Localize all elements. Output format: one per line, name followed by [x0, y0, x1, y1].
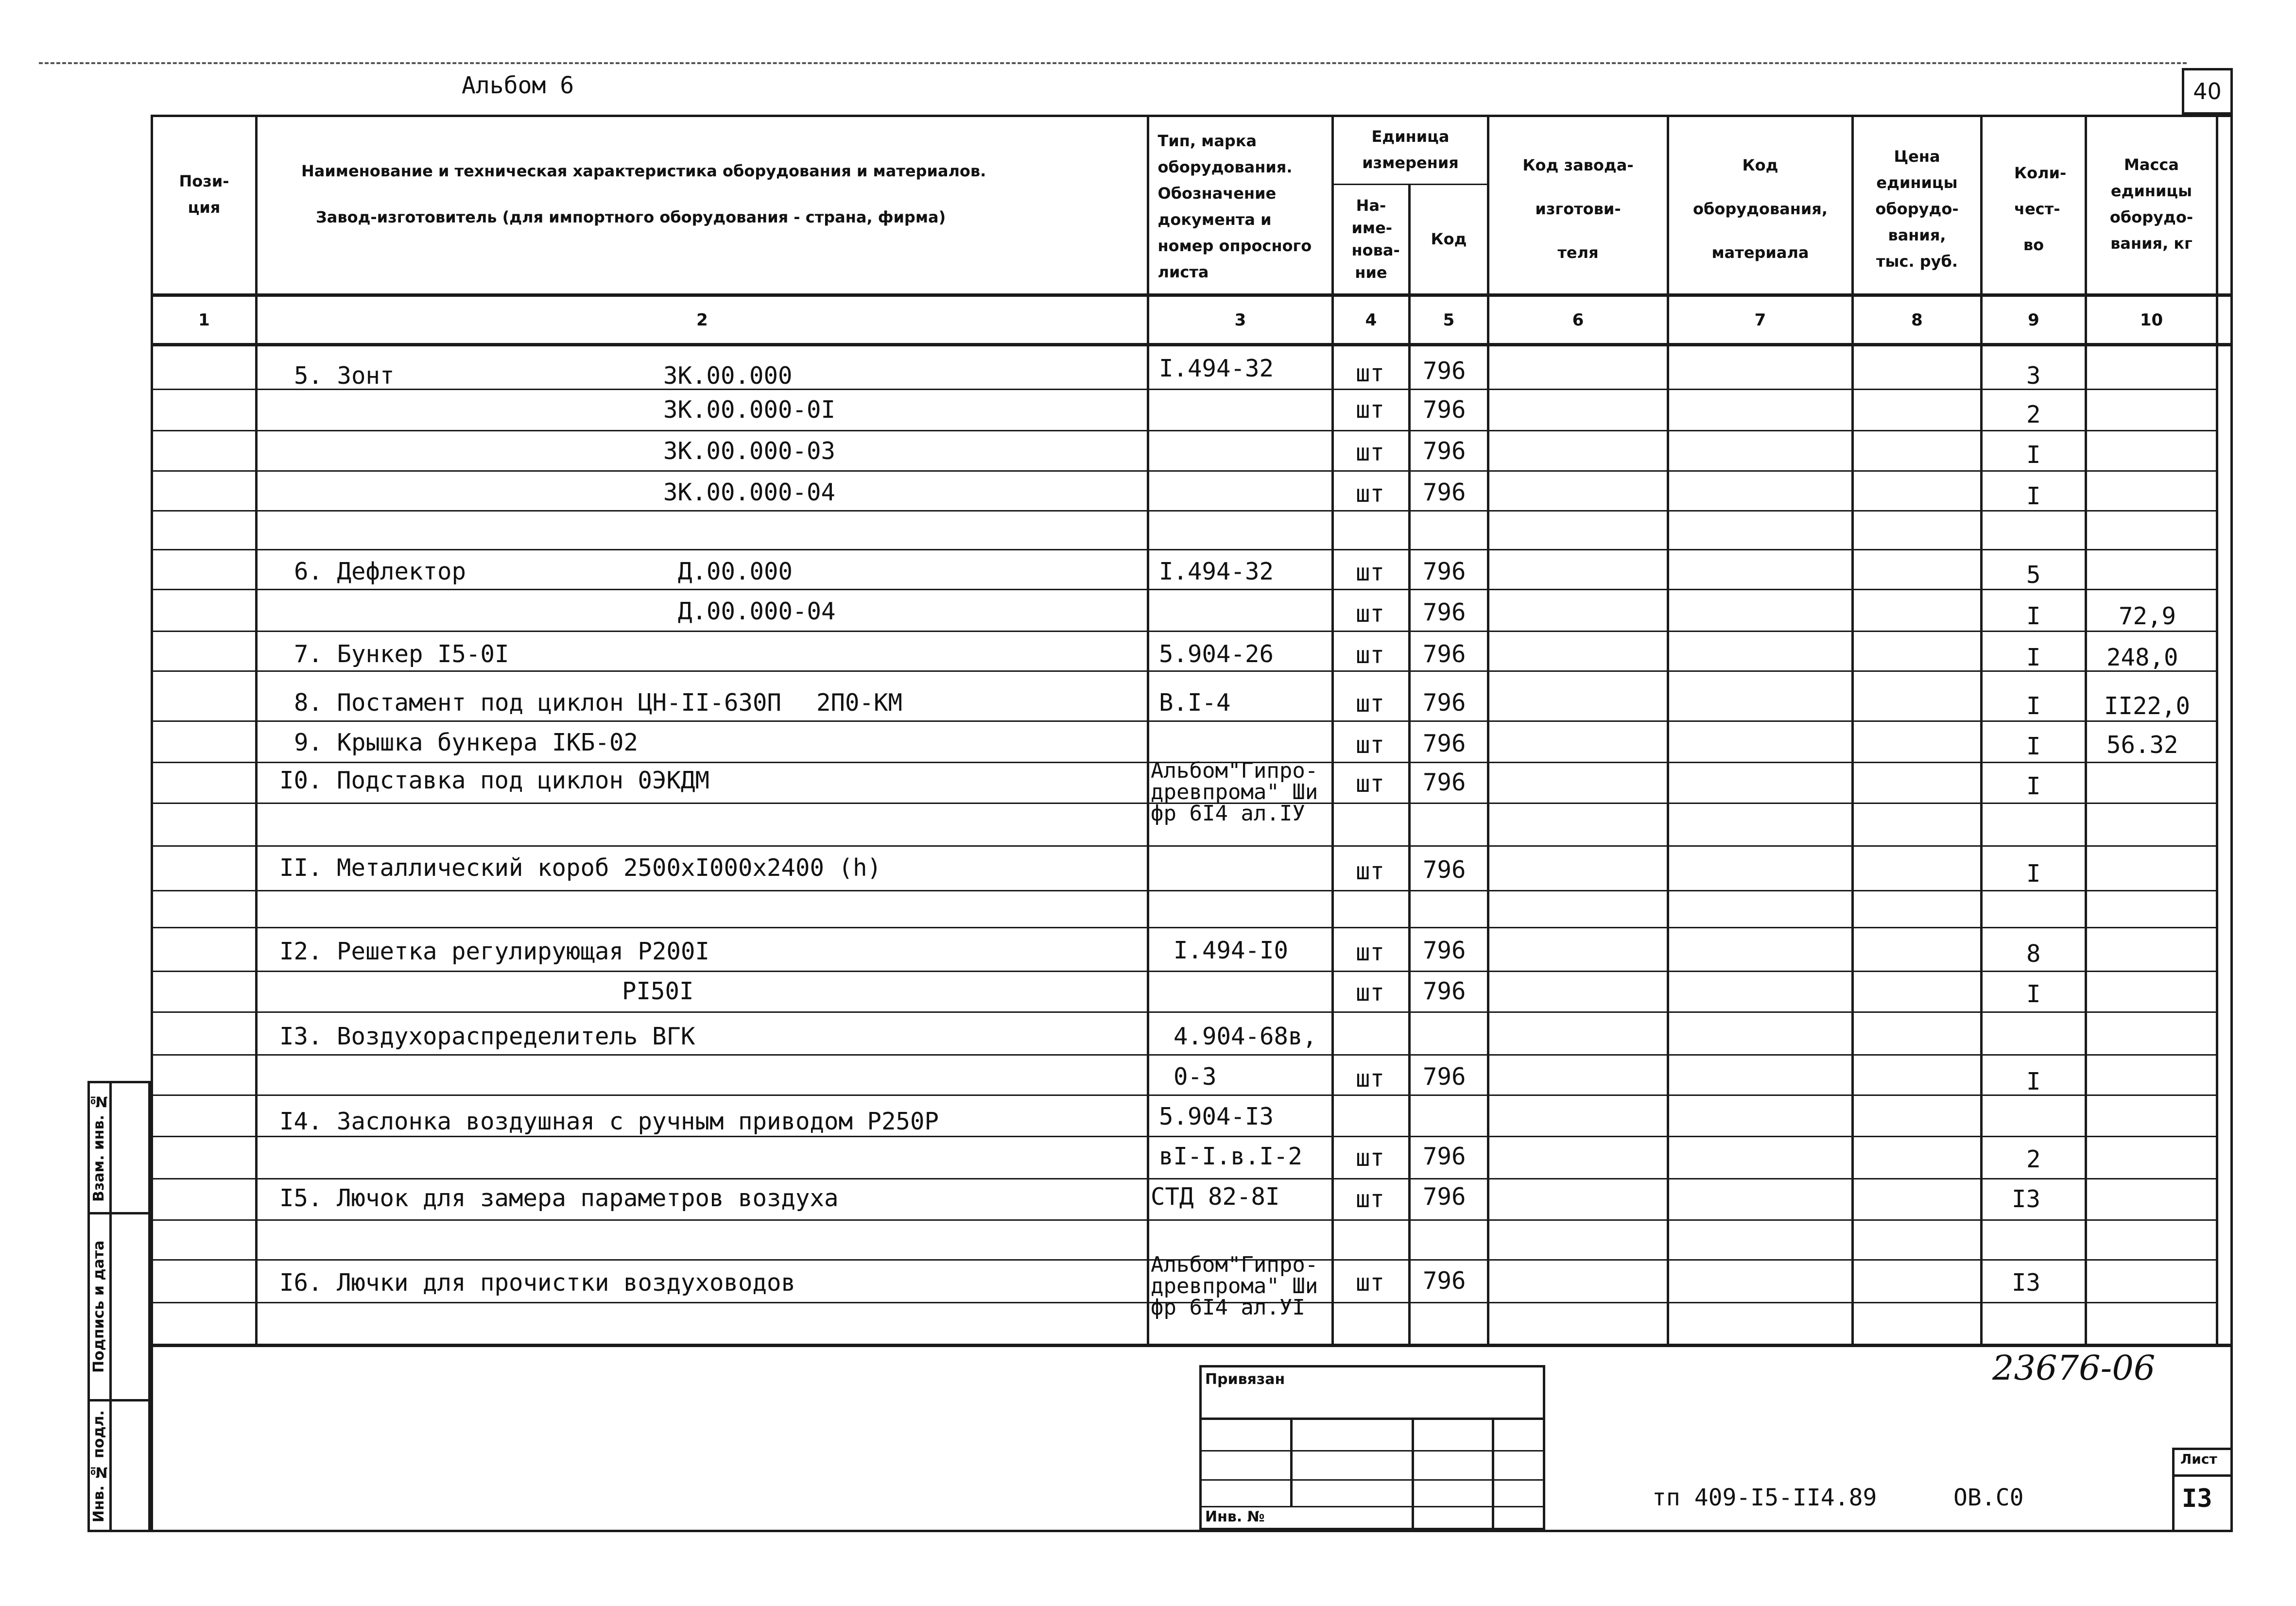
colnum-5: 5 [1443, 310, 1455, 330]
header-equipment-code: Код оборудования, материала [1693, 156, 1828, 262]
row-5b-qty: I [2026, 441, 2041, 469]
row-7-mass: 248,0 [2106, 644, 2178, 671]
side-sign-date: Подпись и дата [90, 1240, 107, 1373]
header-price: Цена единицы оборудо-вания, тыс. руб. [1875, 147, 1959, 271]
row-9-name: 9. Крышка бункера IКБ-02 [294, 729, 639, 756]
colnum-2: 2 [696, 310, 708, 330]
table-bottom-line [151, 1344, 2233, 1347]
row-10-code: 796 [1423, 769, 1466, 796]
trim-line [39, 62, 2187, 64]
row-11-qty: I [2026, 860, 2041, 888]
row-14a-unit: шт [1356, 1144, 1385, 1172]
column-number-line [151, 343, 2233, 346]
row-6-doc: I.494-32 [1159, 558, 1274, 585]
row-13a-code: 796 [1423, 1063, 1466, 1091]
row-5-name: 5. Зонт [294, 362, 395, 390]
row-6-name: 6. Дефлектор [294, 558, 466, 585]
row-12-doc: I.494-I0 [1174, 937, 1289, 964]
row-8-name: 8. Постамент под циклон ЦН-II-630П [294, 689, 782, 717]
row-9-qty: I [2026, 733, 2041, 760]
row-5c-unit: шт [1356, 480, 1385, 508]
row-13a-doc: 0-3 [1174, 1063, 1217, 1091]
row-7-unit: шт [1356, 641, 1385, 669]
row-16-doc: Альбом"Гипро-древпрома" Шифр 6I4 ал.УI [1151, 1252, 1318, 1320]
row-8-qty: I [2026, 692, 2041, 720]
row-12-qty: 8 [2026, 940, 2041, 968]
row-6a-code: 796 [1423, 598, 1466, 626]
row-6a-mass: 72,9 [2119, 602, 2176, 630]
colnum-3: 3 [1234, 310, 1246, 330]
row-10-doc: Альбом"Гипро-древпрома" Шифр 6I4 ал.IУ [1151, 758, 1318, 826]
row-10-name: I0. Подставка под циклон 0ЭКДМ [279, 767, 710, 794]
row-13-name: I3. Воздухораспределитель ВГК [279, 1023, 695, 1050]
row-13-doc: 4.904-68в, [1174, 1023, 1317, 1050]
row-8-unit: шт [1356, 690, 1385, 718]
header-factory-code: Код завода-изготови-теля [1522, 156, 1634, 262]
row-7-doc: 5.904-26 [1159, 640, 1274, 668]
header-name-line2: Завод-изготовитель (для импортного оборудования - страна, фирма) [316, 208, 946, 226]
row-9-mass: 56.32 [2106, 731, 2178, 759]
row-5a-qty: 2 [2026, 401, 2041, 428]
doc-code: тп 409-I5-II4.89 [1652, 1484, 1877, 1511]
row-8-mark: 2П0-КМ [816, 689, 903, 717]
row-12-unit: шт [1356, 939, 1385, 966]
side-inv-replace: Взам. инв. № [90, 1093, 107, 1202]
colnum-10: 10 [2140, 310, 2163, 330]
colnum-4: 4 [1365, 310, 1377, 330]
row-13a-qty: I [2026, 1068, 2041, 1095]
row-16-qty: I3 [2012, 1269, 2041, 1297]
row-7-qty: I [2026, 644, 2041, 671]
side-inv-orig: Инв. № подл. [90, 1410, 107, 1522]
row-5a-code: 796 [1423, 396, 1466, 424]
row-5-code: 796 [1423, 357, 1466, 385]
row-6-code: 796 [1423, 558, 1466, 585]
row-10-unit: шт [1356, 770, 1385, 798]
row-10-qty: I [2026, 772, 2041, 800]
row-16-name: I6. Лючки для прочистки воздуховодов [279, 1269, 796, 1297]
row-16-unit: шт [1356, 1269, 1385, 1297]
album-label: Альбом 6 [462, 72, 574, 99]
row-13a-unit: шт [1356, 1065, 1385, 1093]
row-14-name: I4. Заслонка воздушная с ручным приводом Р250Р [279, 1108, 939, 1135]
row-15-name: I5. Лючок для замера параметров воздуха [279, 1184, 839, 1212]
row-14a-qty: 2 [2026, 1145, 2041, 1173]
handwritten-number: 23676-06 [1992, 1348, 2156, 1388]
sheet-number: I3 [2182, 1484, 2212, 1513]
header-name-line1: Наименование и техническая характеристика оборудования и материалов. [301, 162, 986, 180]
row-6a-unit: шт [1356, 600, 1385, 628]
colnum-1: 1 [198, 310, 210, 330]
row-5b-unit: шт [1356, 439, 1385, 466]
row-5c-mark: 3К.00.000-04 [663, 478, 836, 506]
row-14a-doc: вI-I.в.I-2 [1159, 1143, 1303, 1170]
row-11-name: II. Металлический короб 2500хI000х2400 (h) [279, 854, 882, 882]
row-15-unit: шт [1356, 1185, 1385, 1213]
colnum-8: 8 [1911, 310, 1923, 330]
row-12a-code: 796 [1423, 977, 1466, 1005]
colnum-6: 6 [1572, 310, 1584, 330]
row-5-qty: 3 [2026, 362, 2041, 390]
row-14a-code: 796 [1423, 1143, 1466, 1170]
row-9-unit: шт [1356, 731, 1385, 759]
row-5a-unit: шт [1356, 396, 1385, 424]
row-8-code: 796 [1423, 689, 1466, 717]
row-8-mass: II22,0 [2104, 692, 2191, 720]
header-unit-code: Код [1431, 230, 1467, 248]
corner-number-box [2182, 68, 2233, 115]
tied-label: Привязан [1205, 1371, 1285, 1388]
row-12-code: 796 [1423, 937, 1466, 964]
row-5b-code: 796 [1423, 437, 1466, 465]
header-mass: Масса единицы оборудо-вания, кг [2109, 155, 2193, 253]
row-15-doc: СТД 82-8I [1151, 1183, 1280, 1211]
row-5b-mark: 3К.00.000-03 [663, 437, 836, 465]
row-14-doc: 5.904-I3 [1159, 1103, 1274, 1130]
header-quantity: Коли-чест-во [2014, 164, 2067, 254]
row-12a-qty: I [2026, 980, 2041, 1008]
row-5-unit: шт [1356, 359, 1385, 387]
colnum-7: 7 [1754, 310, 1766, 330]
row-6-unit: шт [1356, 559, 1385, 586]
row-6a-qty: I [2026, 602, 2041, 630]
row-12-name: I2. Решетка регулирующая Р200I [279, 938, 710, 965]
row-15-code: 796 [1423, 1183, 1466, 1211]
row-7-code: 796 [1423, 640, 1466, 668]
header-unit-name: На-име-нова-ние [1351, 196, 1400, 282]
row-5c-qty: I [2026, 482, 2041, 510]
inv-label: Инв. № [1205, 1508, 1265, 1525]
row-5-doc: I.494-32 [1159, 355, 1274, 382]
sheet-label: Лист [2180, 1451, 2217, 1467]
row-5-mark: 3К.00.000 [663, 362, 793, 390]
row-6a-mark: Д.00.000-04 [678, 598, 836, 625]
row-11-code: 796 [1423, 856, 1466, 884]
row-16-code: 796 [1423, 1267, 1466, 1295]
row-5c-code: 796 [1423, 478, 1466, 506]
row-5a-mark: 3К.00.000-0I [663, 396, 836, 424]
colnum-9: 9 [2028, 310, 2039, 330]
header-type-mark: Тип, марка оборудования. Обозначение документа и номер опросного листа [1157, 132, 1312, 281]
row-6-mark: Д.00.000 [678, 558, 793, 585]
row-7-name: 7. Бункер I5-0I [294, 640, 509, 668]
row-8-doc: В.I-4 [1159, 689, 1231, 717]
header-position: Пози-ция [179, 172, 229, 217]
row-15-qty: I3 [2012, 1185, 2041, 1213]
corner-number: 40 [2193, 78, 2222, 104]
row-6-qty: 5 [2026, 561, 2041, 589]
row-9-code: 796 [1423, 730, 1466, 757]
row-11-unit: шт [1356, 857, 1385, 885]
doc-section: ОВ.С0 [1953, 1484, 2024, 1511]
header-unit-group: Единица измерения [1362, 127, 1459, 172]
row-12a-mark: РI50I [622, 977, 694, 1005]
row-12a-unit: шт [1356, 979, 1385, 1007]
header-bottom-line [151, 293, 2233, 297]
